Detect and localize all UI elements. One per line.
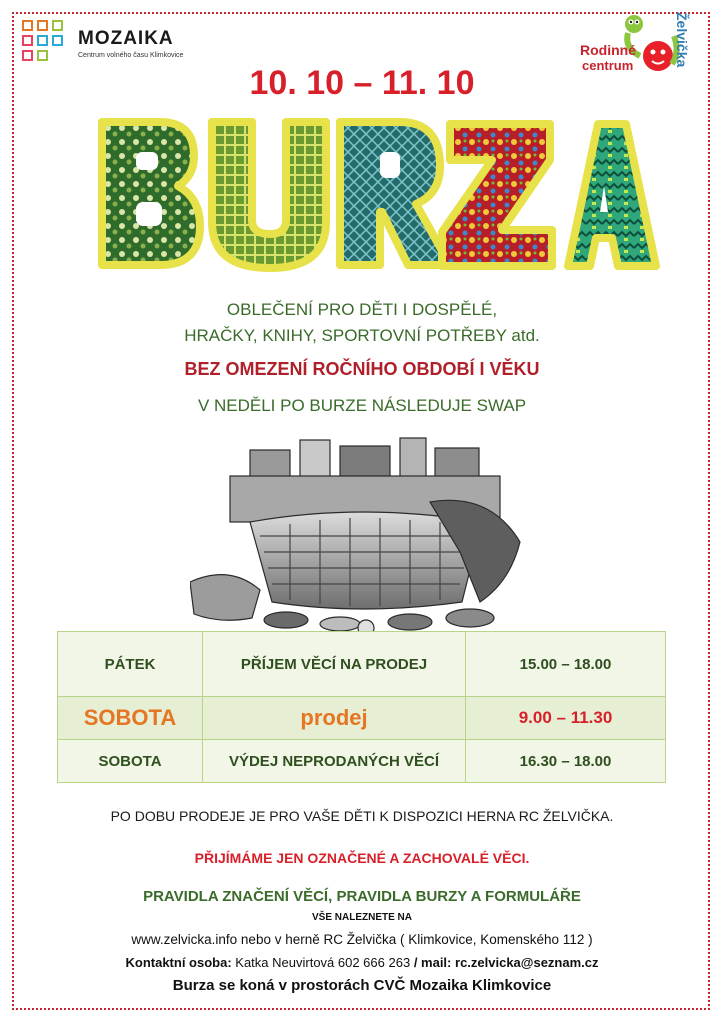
intro-line-1: OBLEČENÍ PRO DĚTI I DOSPĚLÉ, bbox=[226, 300, 498, 319]
schedule-time: 15.00 – 18.00 bbox=[466, 632, 666, 697]
contact-label: Kontaktní osoba: bbox=[125, 955, 232, 970]
intro-line-3: BEZ OMEZENÍ ROČNÍHO OBDOBÍ I VĚKU bbox=[184, 359, 540, 379]
rc-line2: centrum bbox=[582, 58, 634, 73]
rules-heading: PRAVIDLA ZNAČENÍ VĚCÍ, PRAVIDLA BURZY A FORMULÁŘE bbox=[143, 888, 581, 905]
schedule-day: SOBOTA bbox=[58, 697, 203, 740]
venue-line: Burza se koná v prostorách CVČ Mozaika Klimkovice bbox=[172, 977, 552, 994]
mail-label: / mail: bbox=[413, 955, 452, 970]
schedule-time: 9.00 – 11.30 bbox=[466, 697, 666, 740]
burza-title bbox=[90, 110, 660, 285]
find-note: VŠE NALEZNETE NA bbox=[311, 912, 412, 923]
mozaika-logo bbox=[22, 20, 222, 68]
rc-line1: Rodinné bbox=[580, 42, 636, 58]
mozaika-subtitle: Centrum volného času Klimkovice bbox=[78, 52, 184, 59]
mozaika-logo-icon bbox=[22, 20, 68, 66]
schedule-time: 16.30 – 18.00 bbox=[466, 740, 666, 783]
website-line: www.zelvicka.info nebo v herně RC Želvička ( Klimkovice, Komenského 112 ) bbox=[131, 932, 593, 947]
mozaika-name: MOZAIKA bbox=[78, 28, 174, 49]
rc-brand: Želvička bbox=[674, 12, 690, 68]
schedule-day: PÁTEK bbox=[58, 632, 203, 697]
event-dates: 10. 10 – 11. 10 bbox=[249, 64, 475, 102]
schedule-day: SOBOTA bbox=[58, 740, 203, 783]
table-row bbox=[58, 632, 666, 697]
contact-person: Katka Neuvirtová 602 666 263 bbox=[235, 955, 411, 970]
schedule-activity: VÝDEJ NEPRODANÝCH VĚCÍ bbox=[203, 740, 466, 783]
intro-line-2: HRAČKY, KNIHY, SPORTOVNÍ POTŘEBY atd. bbox=[184, 326, 540, 345]
accept-note: PŘIJÍMÁME JEN OZNAČENÉ A ZACHOVALÉ VĚCI. bbox=[194, 850, 530, 866]
intro-line-4: V NEDĚLI PO BURZE NÁSLEDUJE SWAP bbox=[197, 396, 527, 415]
schedule-activity: PŘÍJEM VĚCÍ NA PRODEJ bbox=[203, 632, 466, 697]
table-row bbox=[58, 740, 666, 783]
schedule-activity: prodej bbox=[203, 697, 466, 740]
contact-line bbox=[0, 955, 724, 970]
playroom-note: PO DOBU PRODEJE JE PRO VAŠE DĚTI K DISPOZICI HERNA RC ŽELVIČKA. bbox=[110, 808, 614, 824]
mail-address: rc.zelvicka@seznam.cz bbox=[455, 955, 599, 970]
table-row bbox=[58, 697, 666, 740]
clothes-basket-illustration bbox=[190, 432, 535, 637]
schedule-table bbox=[57, 631, 666, 783]
